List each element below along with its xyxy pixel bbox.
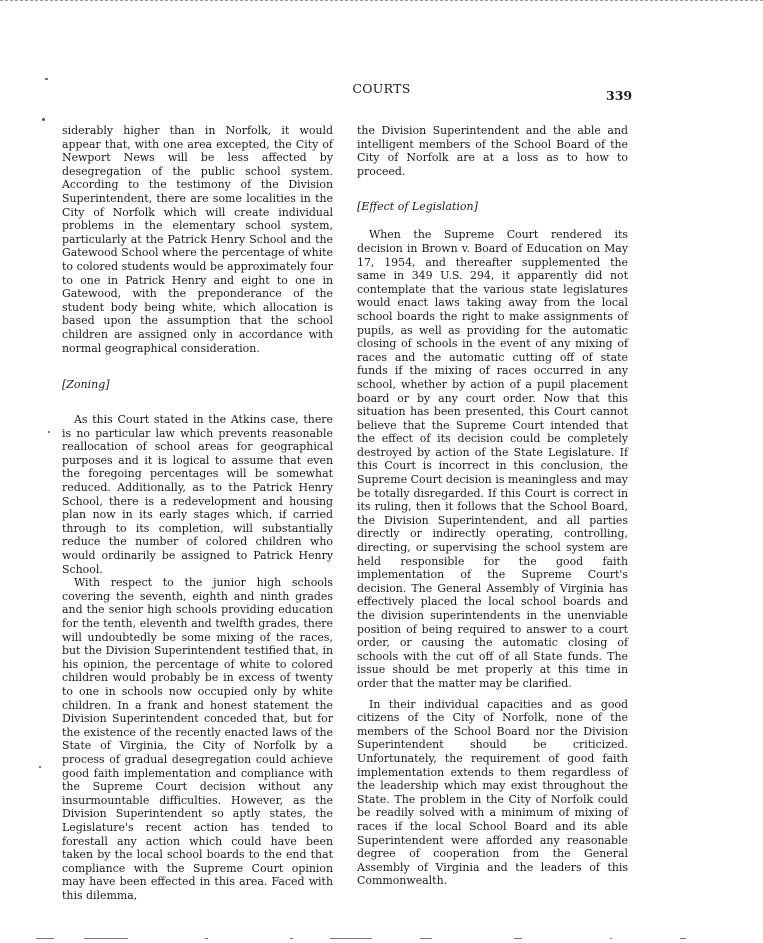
body-paragraph: In their individual capacities and as good citizens of the City of Norfolk, none of the members of the School Board nor the Division Superintendent should be criticized. Unfortunately, the requirement of good faith implementation extends to them regardless of the leadership which may exist throughout the State. The problem in the City of Norfolk could be readily solved with a minimum of mixing of races if the local School Board and its able Superintendent were afforded any reasonable degree of cooperation from the General Assembly of Virginia and the leaders of this Commonwealth.: [357, 697, 628, 888]
body-paragraph: As this Court stated in the Atkins case, there is no particular law which prevents reasonable reallocation of school areas for geographical purposes and it is logical to assume that even the foregoing percentages will be somewhat reduced. Additionally, as to the Patrick Henry School, there is a redevelopment and housing plan now in its early stages which, if carried through to its completion, will substantially reduce the number of colored children who would ordinarily be assigned to Patrick Henry School.: [62, 413, 333, 576]
section-heading-effect-of-legislation: [Effect of Legislation]: [357, 200, 478, 214]
right-column: [357, 124, 628, 888]
body-paragraph: siderably higher than in Norfolk, it would appear that, with one area excepted, the City of Newport News will be less affected by desegregation of the public school system. According to the testimony of the Division Superintendent, there are some localities in the City of Norfolk which will create individual problems in the elementary school system, particularly at the Patrick Henry School and the Gatewood School where the percentage of white to colored students would be approximately four to one in Patrick Henry and eight to one in Gatewood, with the preponderance of the student body being white, which allocation is based upon the assumption that the school children are assigned only in accordance with normal geographical consideration.: [62, 124, 333, 355]
page-number: 339: [606, 88, 633, 103]
scan-speck: [48, 431, 50, 433]
scan-speck: [42, 118, 45, 121]
running-header: COURTS: [352, 81, 411, 96]
page-bottom-edge: [0, 938, 763, 940]
body-paragraph: With respect to the junior high schools covering the seventh, eighth and ninth grades and the senior high schools providing education for the tenth, eleventh and twelfth grades, there will undoubtedly be some mixing of the races, but the Division Superintendent testified that, in his opinion, the percentage of white to colored children would probably be in excess of twenty to one in schools now occupied only by white children. In a frank and honest statement the Division Superintendent conceded that, but for the existence of the recently enacted laws of the State of Virginia, the City of Norfolk by a process of gradual desegregation could achieve good faith implementation and compliance with the Supreme Court decision without any insurmountable difficulties. However, as the Division Superintendent so aptly states, the Legislature's recent action has tended to forestall any action which could have been taken by the local school boards to the end that compliance with the Supreme Court opinion may have been effected in this area. Faced with this dilemma,: [62, 576, 333, 902]
scan-speck: [39, 766, 41, 768]
left-column: [62, 124, 333, 902]
section-heading-zoning: [Zoning]: [62, 378, 110, 392]
body-paragraph: the Division Superintendent and the able and intelligent members of the School Board of the City of Norfolk are at a loss as to how to proceed.: [357, 124, 628, 178]
body-paragraph: When the Supreme Court rendered its decision in Brown v. Board of Education on May 17, 1954, and thereafter supplemented the same in 349 U.S. 294, it apparently did not contemplate that the various state legislatures would enact laws taking away from the local school boards the right to make assignments of pupils, as well as providing for the automatic closing of schools in the event of any mixing of races and the automatic cutting off of state funds if the mixing of races occurred in any school, whether by action of a pupil placement board or by any court order. Now that this situation has been presented, this Court cannot believe that the Supreme Court intended that the effect of its decision could be completely destroyed by action of the State Legislature. If this Court is incorrect in this conclusion, the Supreme Court decision is meaningless and may be totally disregarded. If this Court is correct in its ruling, then it follows that the School Board, the Division Superintendent, and all parties directly or indirectly operating, controlling, directing, or supervising the school system are held responsible for the good faith implementation of the Supreme Court's decision. The General Assembly of Virginia has effectively placed the local school boards and the division superintendents in the unenviable position of being required to answer to a court order, or causing the automatic closing of schools with the cut off of all State funds. The issue should be met properly at this time in order that the matter may be clarified.: [357, 228, 628, 690]
page-top-edge: [0, 0, 763, 2]
scan-speck: [45, 78, 48, 80]
